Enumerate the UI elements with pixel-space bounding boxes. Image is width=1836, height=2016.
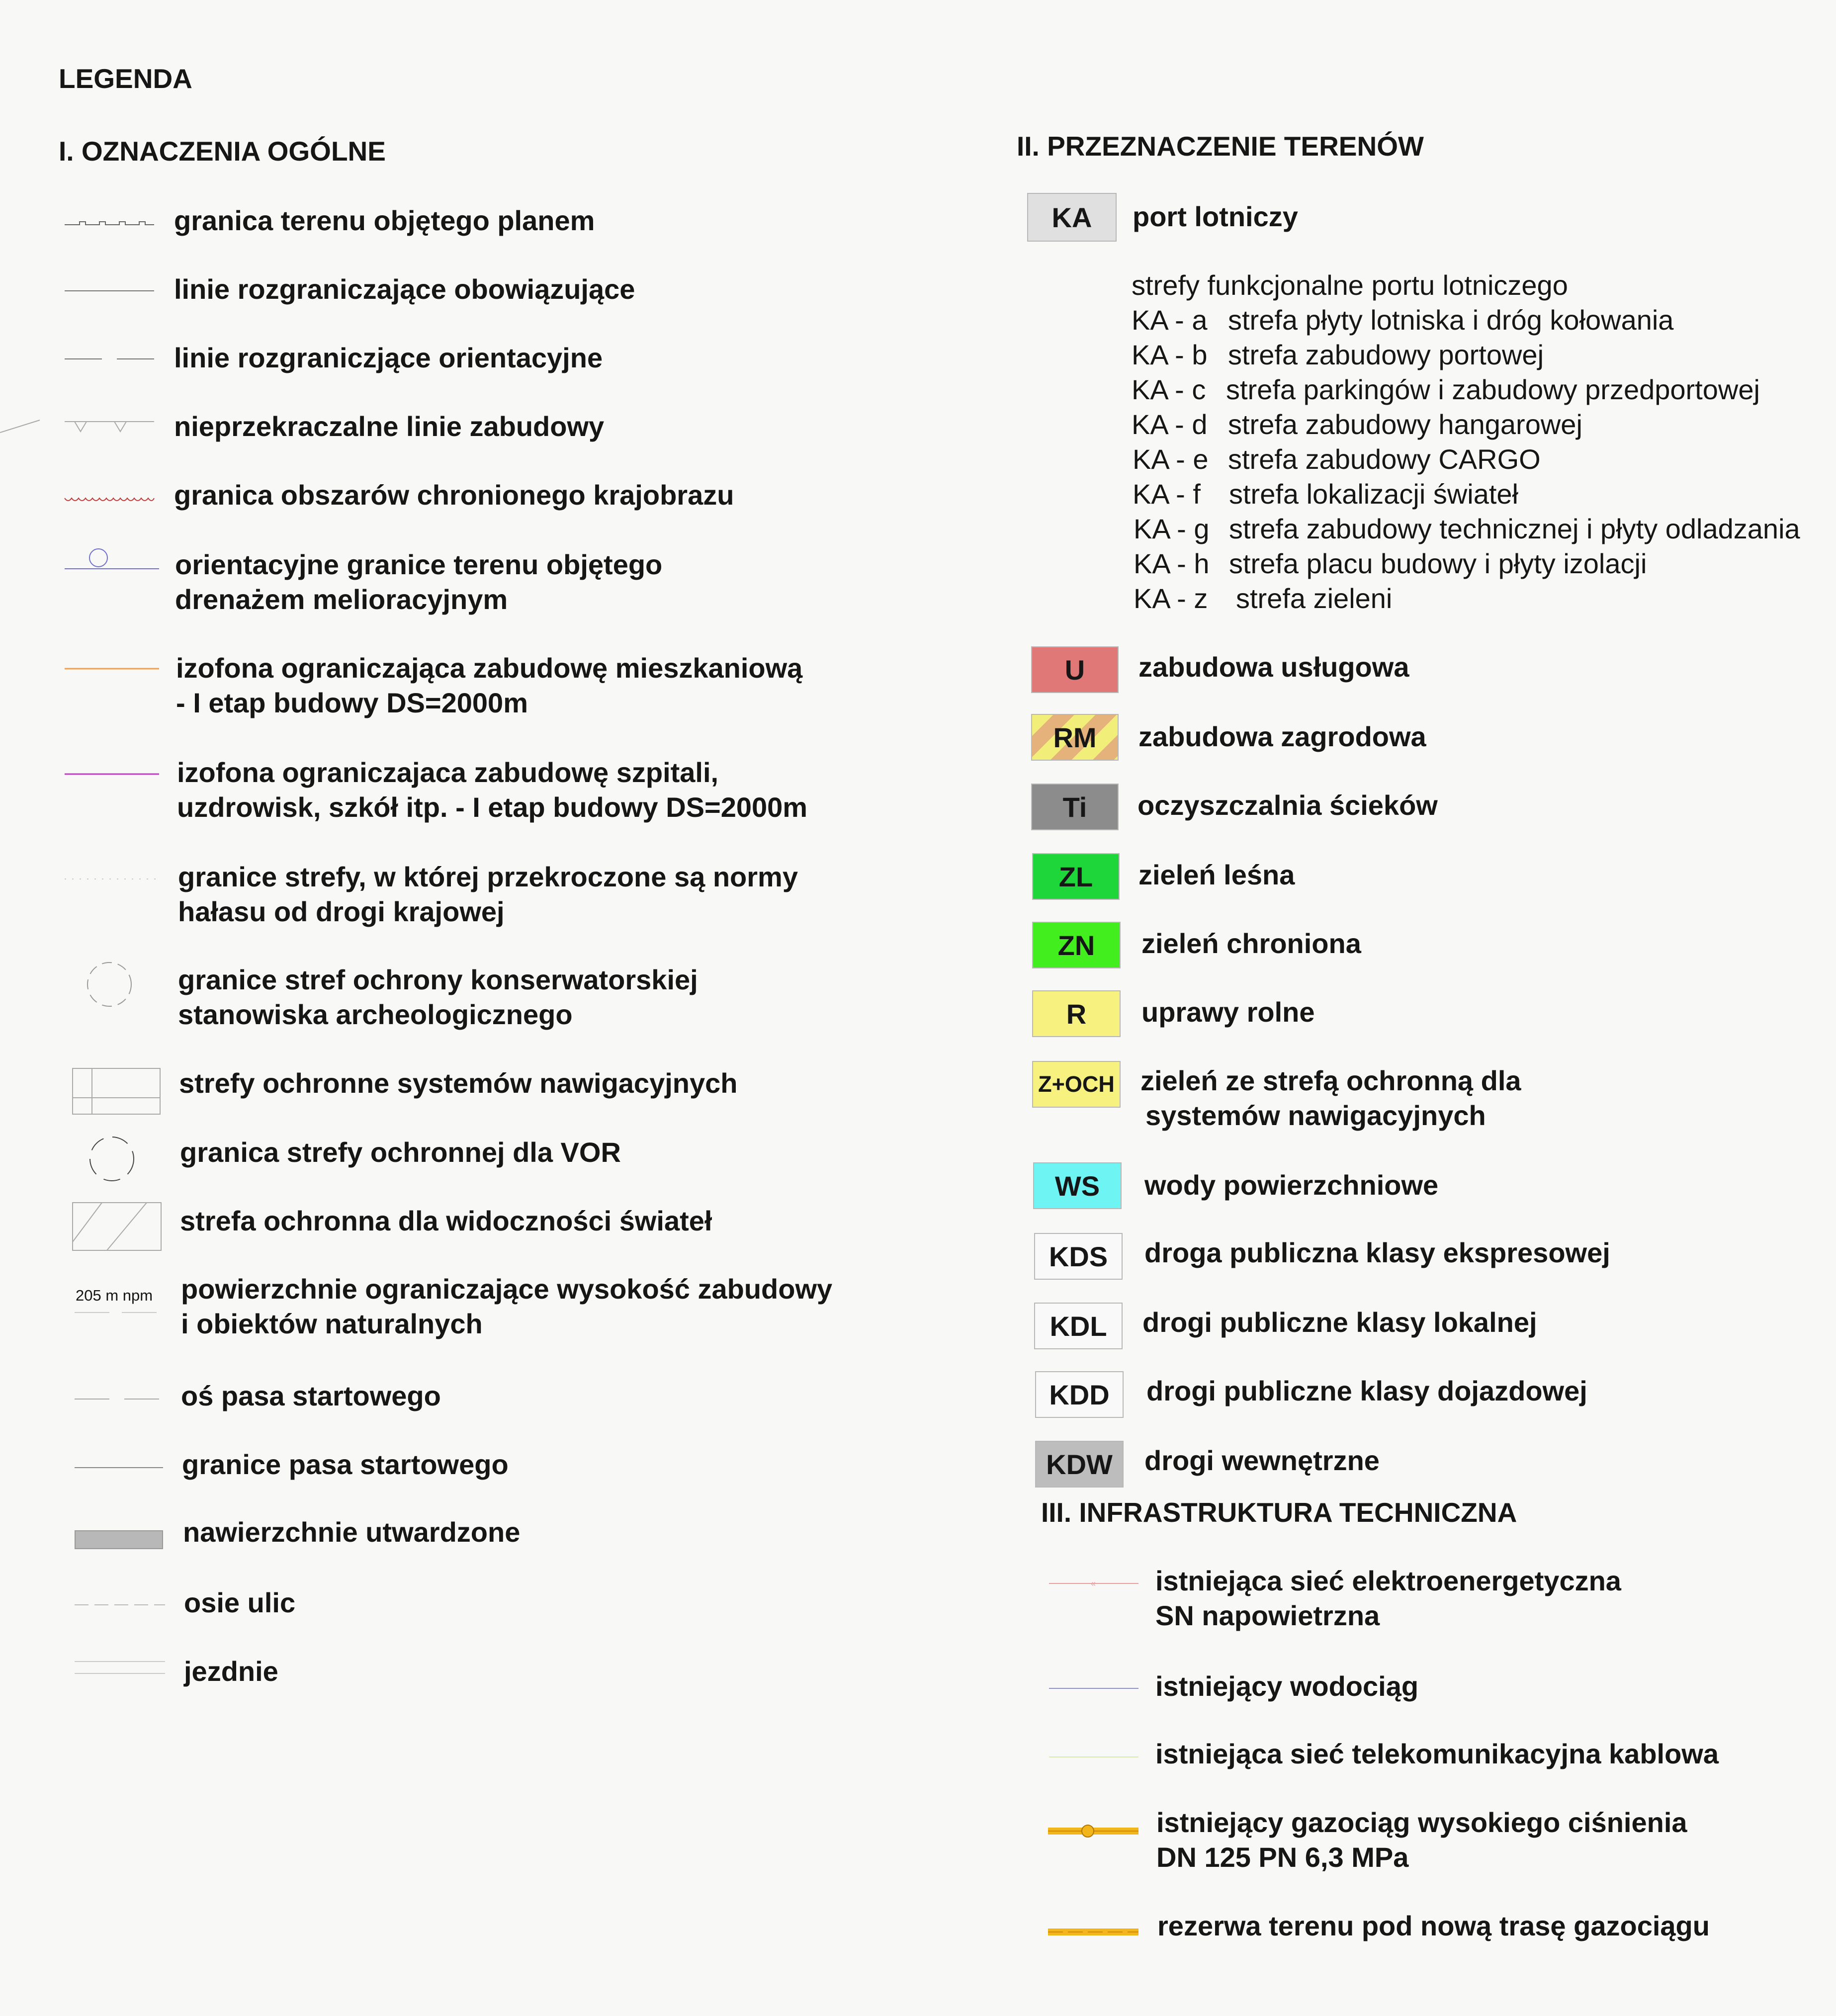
infrastructure-label: istniejący gazociąg wysokiego ciśnienia xyxy=(1156,1807,1687,1838)
land-use-code-box: RM xyxy=(1031,714,1119,761)
land-use-code-box: KA xyxy=(1027,193,1117,242)
purple-line-icon xyxy=(65,773,159,775)
legend-item-label: uzdrowisk, szkół itp. - I etap budowy DS=2000m xyxy=(177,791,808,823)
land-use-label: zieleń chroniona xyxy=(1141,928,1361,959)
zone-code: KA - f xyxy=(1133,478,1201,510)
land-use-label: port lotniczy xyxy=(1133,201,1298,232)
dashed-circle-large-icon xyxy=(88,1136,135,1182)
infrastructure-label: DN 125 PN 6,3 MPa xyxy=(1156,1841,1409,1873)
land-use-code-box: KDW xyxy=(1035,1441,1124,1488)
legend-item-label: strefa ochronna dla widoczności świateł xyxy=(180,1205,712,1236)
land-use-code-box: Z+OCH xyxy=(1032,1061,1121,1108)
power-line-icon xyxy=(1049,1578,1138,1588)
telecom-line-icon xyxy=(1049,1756,1138,1758)
zone-code: KA - e xyxy=(1133,443,1209,475)
land-use-code-box: Ti xyxy=(1031,784,1119,830)
zone-label: strefa lokalizacji świateł xyxy=(1229,478,1518,510)
legend-item-label: oś pasa startowego xyxy=(181,1380,441,1411)
legend-item-label: izofona ograniczajaca zabudowę szpitali, xyxy=(177,757,719,788)
zone-label: strefa zieleni xyxy=(1236,583,1393,614)
land-use-code-box: ZL xyxy=(1032,853,1120,900)
zone-label: strefa zabudowy technicznej i płyty odladzania xyxy=(1229,513,1800,544)
land-use-label: drogi publiczne klasy dojazdowej xyxy=(1146,1375,1587,1406)
height-label-underline xyxy=(75,1312,159,1314)
zone-label: strefa parkingów i zabudowy przedportowej xyxy=(1226,374,1760,405)
dash-line-icon xyxy=(75,1604,165,1606)
zone-label: strefa placu budowy i płyty izolacji xyxy=(1229,548,1647,579)
legend-item-label: powierzchnie ograniczające wysokość zabudowy xyxy=(181,1273,833,1305)
zone-label: strefa zabudowy CARGO xyxy=(1228,443,1541,475)
land-use-label: drogi wewnętrzne xyxy=(1144,1445,1380,1476)
zone-code: KA - b xyxy=(1132,339,1208,370)
long-dash-line-icon xyxy=(75,1398,162,1400)
legend-item-label: nieprzekraczalne linie zabudowy xyxy=(174,411,605,442)
solid-line-icon xyxy=(65,290,154,292)
land-use-label: droga publiczna klasy ekspresowej xyxy=(1144,1237,1610,1268)
land-use-label: zabudowa usługowa xyxy=(1138,651,1409,683)
infrastructure-label: SN napowietrzna xyxy=(1155,1600,1380,1631)
land-use-label: zieleń leśna xyxy=(1138,859,1295,890)
scalloped-line-icon xyxy=(65,496,154,504)
triangle-line-icon xyxy=(0,418,159,442)
zone-code: KA - g xyxy=(1134,513,1210,544)
legend-item-label: - I etap budowy DS=2000m xyxy=(176,687,528,718)
thin-line-icon xyxy=(75,1467,163,1469)
section-land-use-heading: II. PRZEZNACZENIE TERENÓW xyxy=(1017,131,1424,162)
legend-item-label: izofona ograniczająca zabudowę mieszkaniową xyxy=(176,652,803,684)
zone-label: strefa zabudowy portowej xyxy=(1228,339,1544,370)
infrastructure-label: istniejący wodociąg xyxy=(1155,1670,1419,1702)
land-use-code-box: ZN xyxy=(1032,922,1121,968)
water-line-icon xyxy=(1049,1687,1138,1689)
zone-code: KA - c xyxy=(1132,374,1206,405)
dashed-line-icon xyxy=(65,358,154,360)
zone-label: strefa płyty lotniska i dróg kołowania xyxy=(1228,304,1674,336)
legend-item-label: nawierzchnie utwardzone xyxy=(183,1516,521,1548)
land-use-label: uprawy rolne xyxy=(1141,996,1315,1028)
legend-item-label: orientacyjne granice terenu objętego xyxy=(175,549,663,580)
land-use-label: systemów nawigacyjnych xyxy=(1145,1100,1486,1131)
legend-item-label: granice pasa startowego xyxy=(182,1449,509,1480)
zone-label: strefa zabudowy hangarowej xyxy=(1228,409,1582,440)
infrastructure-label: rezerwa terenu pod nową trasę gazociągu xyxy=(1157,1910,1710,1941)
land-use-code-box: WS xyxy=(1033,1162,1122,1209)
orange-line-icon xyxy=(65,668,159,670)
grid-rectangle-icon xyxy=(72,1068,161,1115)
land-use-label: oczyszczalnia ścieków xyxy=(1137,789,1438,821)
legend-item-label: i obiektów naturalnych xyxy=(181,1308,483,1339)
infrastructure-label: istniejąca sieć elektroenergetyczna xyxy=(1155,1565,1621,1596)
legend-item-label: drenażem melioracyjnym xyxy=(175,584,508,615)
infrastructure-label: istniejąca sieć telekomunikacyjna kablowa xyxy=(1155,1738,1719,1769)
land-use-code-box: KDL xyxy=(1034,1303,1123,1349)
gray-bar-icon xyxy=(75,1530,163,1549)
legend-title: LEGENDA xyxy=(59,63,192,94)
legend-item-label: stanowiska archeologicznego xyxy=(178,999,573,1030)
legend-item-label: osie ulic xyxy=(184,1587,296,1618)
svg-text:«: « xyxy=(1091,1578,1096,1588)
land-use-code-box: KDD xyxy=(1035,1371,1124,1418)
circle-line-icon xyxy=(65,547,159,572)
legend-item-label: granice strefy, w której przekroczone są normy xyxy=(178,861,798,892)
double-line-icon xyxy=(75,1661,165,1675)
legend-item-label: granica obszarów chronionego krajobrazu xyxy=(174,479,734,511)
legend-item-label: hałasu od drogi krajowej xyxy=(178,896,505,927)
section-general-heading: I. OZNACZENIA OGÓLNE xyxy=(59,136,386,167)
land-use-label: wody powierzchniowe xyxy=(1144,1169,1439,1201)
zone-code: KA - a xyxy=(1132,304,1208,336)
land-use-code-box: KDS xyxy=(1034,1233,1123,1280)
land-use-code-box: R xyxy=(1032,990,1121,1037)
section-infrastructure-heading: III. INFRASTRUKTURA TECHNICZNA xyxy=(1041,1497,1517,1528)
land-use-code-box: U xyxy=(1031,646,1119,693)
legend-item-label: granice stref ochrony konserwatorskiej xyxy=(178,964,698,995)
zones-title: strefy funkcjonalne portu lotniczego xyxy=(1132,269,1568,301)
height-value-label: 205 m npm xyxy=(76,1287,153,1304)
land-use-label: zabudowa zagrodowa xyxy=(1138,721,1426,752)
gas-line-icon xyxy=(1048,1824,1138,1839)
legend-item-label: linie rozgraniczające obowiązujące xyxy=(174,273,635,305)
zone-code: KA - h xyxy=(1134,548,1210,579)
hatched-rectangle-icon xyxy=(72,1202,162,1251)
plan-boundary-line-icon xyxy=(65,219,154,229)
legend-item-label: strefy ochronne systemów nawigacyjnych xyxy=(179,1067,738,1099)
dotted-line-icon xyxy=(65,878,159,880)
land-use-label: zieleń ze strefą ochronną dla xyxy=(1140,1065,1521,1096)
legend-item-label: granica terenu objętego planem xyxy=(174,205,595,236)
legend-item-label: linie rozgraniczjące orientacyjne xyxy=(174,342,603,373)
zone-code: KA - d xyxy=(1132,409,1208,440)
gas-reserve-line-icon xyxy=(1048,1927,1138,1937)
land-use-label: drogi publiczne klasy lokalnej xyxy=(1142,1307,1537,1338)
dashed-circle-icon xyxy=(85,960,134,1009)
legend-item-label: jezdnie xyxy=(184,1656,278,1687)
zone-code: KA - z xyxy=(1134,583,1208,614)
legend-item-label: granica strefy ochronnej dla VOR xyxy=(180,1137,621,1168)
